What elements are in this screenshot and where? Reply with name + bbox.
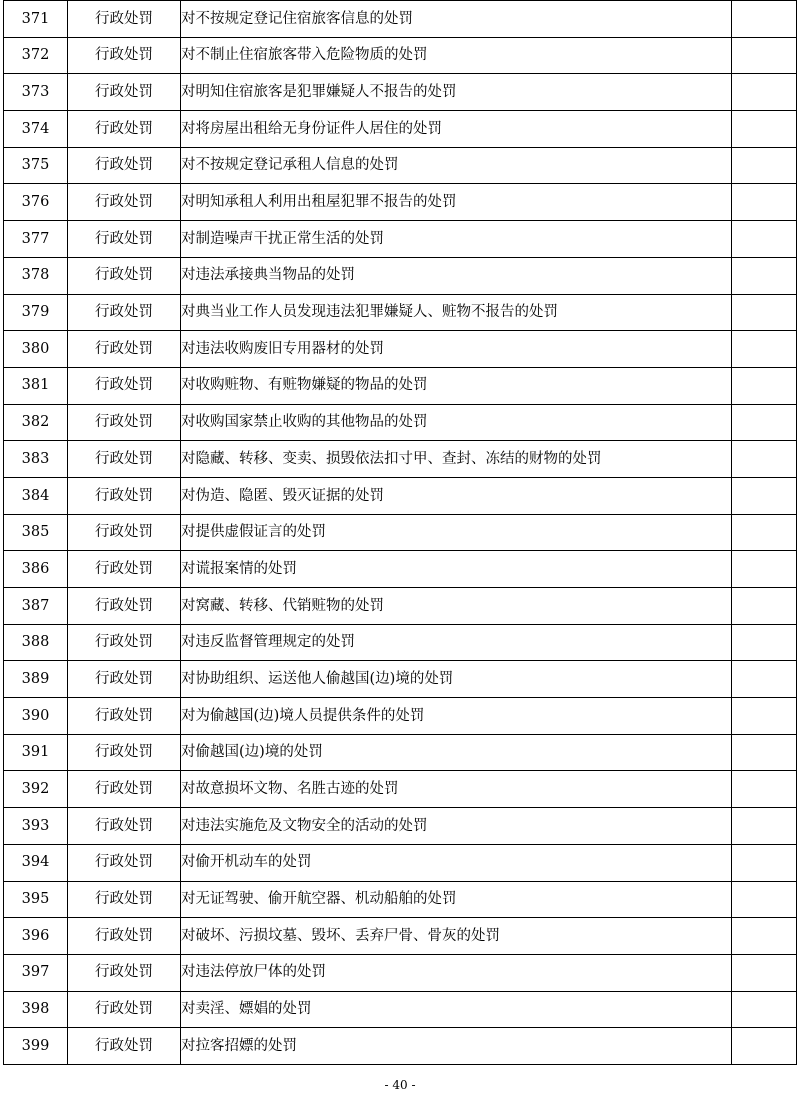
row-item: 对偷越国(边)境的处罚: [181, 734, 732, 771]
page-number: - 40 -: [384, 1078, 416, 1092]
row-item: 对伪造、隐匿、毁灭证据的处罚: [181, 477, 732, 514]
row-type: 行政处罚: [68, 221, 181, 258]
row-number: 399: [4, 1028, 68, 1065]
row-number: 392: [4, 771, 68, 808]
row-remark: [732, 404, 797, 441]
row-type: 行政处罚: [68, 808, 181, 845]
row-item: 对协助组织、运送他人偷越国(边)境的处罚: [181, 661, 732, 698]
penalty-table: [3, 0, 797, 1065]
row-type: 行政处罚: [68, 147, 181, 184]
table-row: [4, 991, 797, 1028]
row-type: 行政处罚: [68, 37, 181, 74]
row-remark: [732, 991, 797, 1028]
row-remark: [732, 808, 797, 845]
table-row: [4, 111, 797, 148]
table-row: [4, 331, 797, 368]
row-number: 378: [4, 257, 68, 294]
table-row: [4, 1028, 797, 1065]
row-type: 行政处罚: [68, 991, 181, 1028]
row-number: 375: [4, 147, 68, 184]
row-number: 380: [4, 331, 68, 368]
row-number: 379: [4, 294, 68, 331]
row-remark: [732, 771, 797, 808]
row-item: 对无证驾驶、偷开航空器、机动船舶的处罚: [181, 881, 732, 918]
row-remark: [732, 37, 797, 74]
row-number: 382: [4, 404, 68, 441]
row-type: 行政处罚: [68, 734, 181, 771]
row-remark: [732, 184, 797, 221]
table-row: [4, 221, 797, 258]
row-type: 行政处罚: [68, 514, 181, 551]
row-type: 行政处罚: [68, 1028, 181, 1065]
row-remark: [732, 514, 797, 551]
table-row: [4, 734, 797, 771]
row-number: 377: [4, 221, 68, 258]
row-number: 384: [4, 477, 68, 514]
row-remark: [732, 331, 797, 368]
row-item: 对拉客招嫖的处罚: [181, 1028, 732, 1065]
row-type: 行政处罚: [68, 404, 181, 441]
table-row: [4, 771, 797, 808]
row-item: 对违法停放尸体的处罚: [181, 954, 732, 991]
row-type: 行政处罚: [68, 698, 181, 735]
row-number: 383: [4, 441, 68, 478]
row-number: 371: [4, 1, 68, 38]
table-row: [4, 1, 797, 38]
table-row: [4, 881, 797, 918]
row-type: 行政处罚: [68, 954, 181, 991]
row-item: 对不按规定登记承租人信息的处罚: [181, 147, 732, 184]
row-type: 行政处罚: [68, 184, 181, 221]
row-item: 对违法承接典当物品的处罚: [181, 257, 732, 294]
row-number: 397: [4, 954, 68, 991]
row-item: 对破坏、污损坟墓、毁坏、丢弃尸骨、骨灰的处罚: [181, 918, 732, 955]
row-type: 行政处罚: [68, 918, 181, 955]
row-number: 398: [4, 991, 68, 1028]
row-number: 394: [4, 844, 68, 881]
row-type: 行政处罚: [68, 294, 181, 331]
row-type: 行政处罚: [68, 1, 181, 38]
row-type: 行政处罚: [68, 477, 181, 514]
table-row: [4, 441, 797, 478]
row-item: 对窝藏、转移、代销赃物的处罚: [181, 588, 732, 625]
table-row: [4, 661, 797, 698]
row-item: 对不按规定登记住宿旅客信息的处罚: [181, 1, 732, 38]
row-number: 391: [4, 734, 68, 771]
row-remark: [732, 918, 797, 955]
table-row: [4, 477, 797, 514]
row-remark: [732, 588, 797, 625]
row-item: 对不制止住宿旅客带入危险物质的处罚: [181, 37, 732, 74]
row-remark: [732, 147, 797, 184]
row-type: 行政处罚: [68, 367, 181, 404]
row-item: 对偷开机动车的处罚: [181, 844, 732, 881]
table-row: [4, 588, 797, 625]
row-remark: [732, 294, 797, 331]
row-type: 行政处罚: [68, 771, 181, 808]
row-item: 对谎报案情的处罚: [181, 551, 732, 588]
row-item: 对违法实施危及文物安全的活动的处罚: [181, 808, 732, 845]
table-row: [4, 367, 797, 404]
row-item: 对明知住宿旅客是犯罪嫌疑人不报告的处罚: [181, 74, 732, 111]
table-row: [4, 184, 797, 221]
row-number: 396: [4, 918, 68, 955]
row-number: 381: [4, 367, 68, 404]
row-item: 对违反监督管理规定的处罚: [181, 624, 732, 661]
row-number: 374: [4, 111, 68, 148]
row-number: 387: [4, 588, 68, 625]
table-row: [4, 844, 797, 881]
row-number: 388: [4, 624, 68, 661]
row-number: 390: [4, 698, 68, 735]
row-remark: [732, 367, 797, 404]
row-type: 行政处罚: [68, 624, 181, 661]
table-row: [4, 954, 797, 991]
row-type: 行政处罚: [68, 588, 181, 625]
row-remark: [732, 624, 797, 661]
row-item: 对收购赃物、有赃物嫌疑的物品的处罚: [181, 367, 732, 404]
table-row: [4, 808, 797, 845]
table-row: [4, 257, 797, 294]
row-remark: [732, 844, 797, 881]
row-item: 对违法收购废旧专用器材的处罚: [181, 331, 732, 368]
table-row: [4, 551, 797, 588]
table-row: [4, 514, 797, 551]
table-row: [4, 404, 797, 441]
row-remark: [732, 1028, 797, 1065]
row-number: 385: [4, 514, 68, 551]
row-item: 对典当业工作人员发现违法犯罪嫌疑人、赃物不报告的处罚: [181, 294, 732, 331]
row-remark: [732, 221, 797, 258]
row-remark: [732, 257, 797, 294]
row-remark: [732, 734, 797, 771]
table-row: [4, 698, 797, 735]
row-item: 对故意损坏文物、名胜古迹的处罚: [181, 771, 732, 808]
row-number: 395: [4, 881, 68, 918]
row-remark: [732, 698, 797, 735]
table-row: [4, 624, 797, 661]
table-row: [4, 37, 797, 74]
row-item: 对收购国家禁止收购的其他物品的处罚: [181, 404, 732, 441]
table-body: [4, 1, 797, 1065]
row-remark: [732, 74, 797, 111]
row-type: 行政处罚: [68, 844, 181, 881]
row-item: 对隐藏、转移、变卖、损毁依法扣寸甲、查封、冻结的财物的处罚: [181, 441, 732, 478]
row-item: 对提供虚假证言的处罚: [181, 514, 732, 551]
row-item: 对明知承租人利用出租屋犯罪不报告的处罚: [181, 184, 732, 221]
row-type: 行政处罚: [68, 257, 181, 294]
row-remark: [732, 441, 797, 478]
table-row: [4, 74, 797, 111]
row-remark: [732, 954, 797, 991]
row-remark: [732, 881, 797, 918]
row-type: 行政处罚: [68, 331, 181, 368]
row-type: 行政处罚: [68, 661, 181, 698]
table-row: [4, 918, 797, 955]
row-remark: [732, 111, 797, 148]
row-remark: [732, 551, 797, 588]
row-type: 行政处罚: [68, 551, 181, 588]
row-remark: [732, 1, 797, 38]
row-number: 376: [4, 184, 68, 221]
row-number: 372: [4, 37, 68, 74]
row-type: 行政处罚: [68, 74, 181, 111]
row-item: 对为偷越国(边)境人员提供条件的处罚: [181, 698, 732, 735]
row-remark: [732, 661, 797, 698]
row-remark: [732, 477, 797, 514]
table-row: [4, 294, 797, 331]
row-number: 389: [4, 661, 68, 698]
row-number: 393: [4, 808, 68, 845]
row-number: 386: [4, 551, 68, 588]
row-item: 对将房屋出租给无身份证件人居住的处罚: [181, 111, 732, 148]
row-number: 373: [4, 74, 68, 111]
row-item: 对制造噪声干扰正常生活的处罚: [181, 221, 732, 258]
row-type: 行政处罚: [68, 111, 181, 148]
row-item: 对卖淫、嫖娼的处罚: [181, 991, 732, 1028]
row-type: 行政处罚: [68, 441, 181, 478]
row-type: 行政处罚: [68, 881, 181, 918]
table-row: [4, 147, 797, 184]
